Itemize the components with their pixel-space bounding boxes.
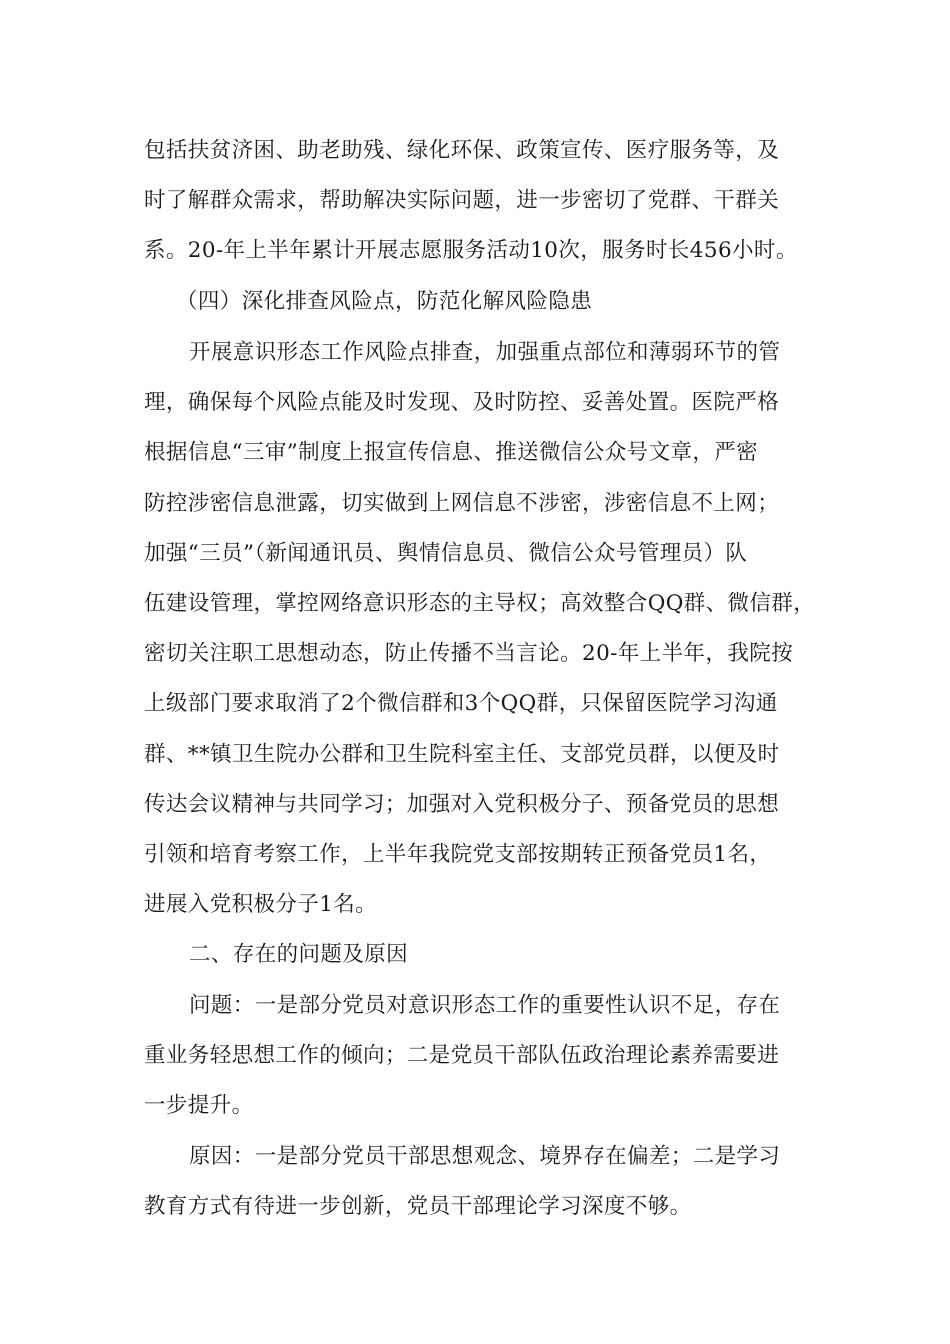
text-line: 系。20-年上半年累计开展志愿服务活动10次，服务时长456小时。 [144,238,798,263]
text-line: 伍建设管理，掌控网络意识形态的主导权；高效整合QQ群、微信群， [144,591,816,616]
text-line: 群、**镇卫生院办公群和卫生院科室主任、支部党员群，以便及时 [144,742,780,767]
text-line: 包括扶贫济困、助老助残、绿化环保、政策宣传、医疗服务等，及 [144,138,780,163]
text-line: 理，确保每个风险点能及时发现、及时防控、妥善处置。医院严格 [144,390,780,415]
text-line: 一步提升。 [144,1093,254,1118]
text-line: 上级部门要求取消了2个微信群和3个QQ群，只保留医院学习沟通 [144,691,778,716]
text-line: 加强“三员”（新闻通讯员、舆情信息员、微信公众号管理员）队 [144,541,748,566]
text-line: 教育方式有待进一步创新，党员干部理论学习深度不够。 [144,1194,692,1219]
text-line: 开展意识形态工作风险点排查，加强重点部位和薄弱环节的管 [189,340,781,365]
text-line: 密切关注职工思想动态，防止传播不当言论。20-年上半年，我院按 [144,641,794,666]
section-heading: 二、存在的问题及原因 [189,942,409,967]
text-line: 问题：一是部分党员对意识形态工作的重要性认识不足，存在 [189,993,781,1018]
text-line: 防控涉密信息泄露，切实做到上网信息不涉密，涉密信息不上网； [144,491,780,516]
text-line: 引领和培育考察工作，上半年我院党支部按期转正预备党员1名， [144,842,772,867]
text-line: 重业务轻思想工作的倾向；二是党员干部队伍政治理论素养需要进 [144,1043,780,1068]
text-line: 原因：一是部分党员干部思想观念、境界存在偏差；二是学习 [189,1144,781,1169]
section-heading: （四）深化排查风险点，防范化解风险隐患 [176,289,593,314]
text-line: 根据信息“三审”制度上报宣传信息、推送微信公众号文章，严密 [144,440,759,465]
text-line: 传达会议精神与共同学习；加强对入党积极分子、预备党员的思想 [144,792,780,817]
text-line: 进展入党积极分子1名。 [144,892,378,917]
text-line: 时了解群众需求，帮助解决实际问题，进一步密切了党群、干群关 [144,188,780,213]
